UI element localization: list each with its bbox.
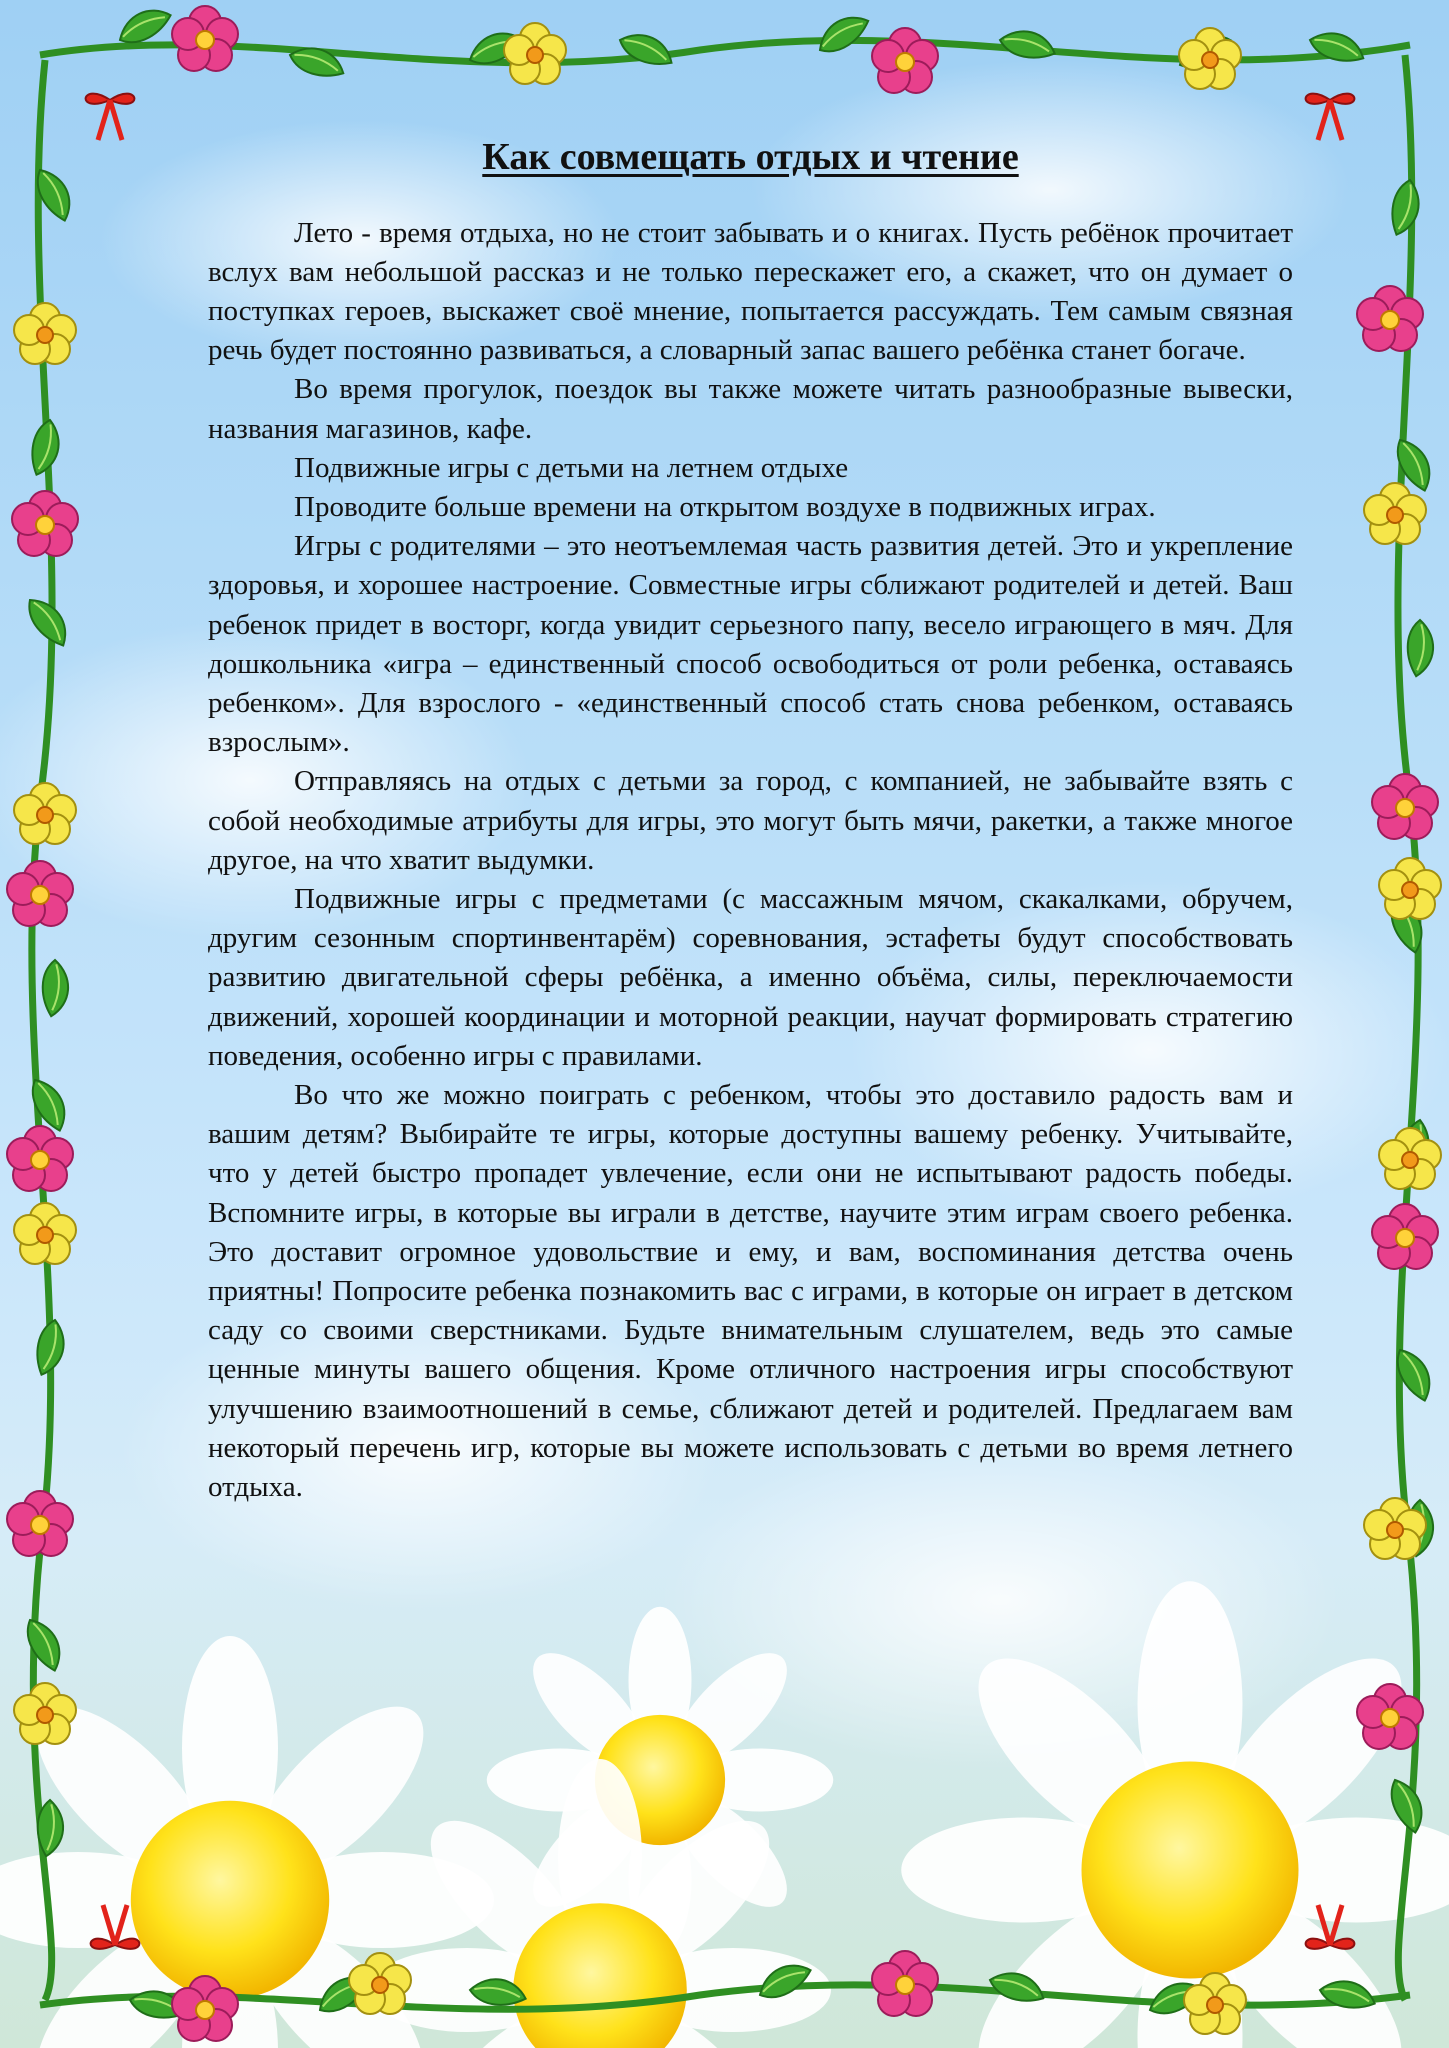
paragraph: Лето - время отдыха, но не стоит забывать и о книгах. Пусть ребёнок прочитает вслух вам небольшой рассказ и не только перескажет его, а скажет, что он думает о поступках героев, выскажет своё мнение, попытается рассуждать. Тем самым связная речь будет постоянно развиваться, а словарный запас вашего ребёнка станет богаче. xyxy=(208,216,1293,367)
paragraph: Проводите больше времени на открытом воздухе в подвижных играх. xyxy=(294,490,1156,523)
paragraph: Отправляясь на отдых с детьми за город, с компанией, не забывайте взять с собой необходимые атрибуты для игры, это могут быть мячи, ракетки, а также многое другое, на что хватит выдумки. xyxy=(208,765,1293,876)
paragraph: Во время прогулок, поездок вы также можете читать разнообразные вывески, названия магазинов, кафе. xyxy=(208,373,1293,445)
paragraph: Во что же можно поиграть с ребенком, чтобы это доставило радость вам и вашим детям? Выбирайте те игры, которые доступны вашему ребенку. Учитывайте, что у детей быстро пропадет увлечение, если они не испытывают радость победы. Вспомните игры, в которые вы играли в детстве, научите этим играм своего ребенка. Это доставит огромное удовольствие и ему, и вам, воспоминания детства очень приятны! Попросите ребенка познакомить вас с играми, в которые он играет в детском саду со своими сверстниками. Будьте внимательным слушателем, ведь это самые ценные минуты вашего общения. Кроме отличного настроения игры способствуют улучшению взаимоотношений в семье, сближают детей и родителей. Предлагаем вам некоторый перечень игр, которые вы можете использовать с детьми во время летнего отдыха. xyxy=(208,1078,1293,1503)
article-title: Как совмещать отдых и чтение xyxy=(482,136,1019,178)
paragraph: Игры с родителями – это неотъемлемая часть развития детей. Это и укрепление здоровья, и хорошее настроение. Совместные игры сближают родителей и детей. Ваш ребенок придет в восторг, когда увидит серьезного папу, весело играющего в мяч. Для дошкольника «игра – единственный способ освободиться от роли ребенка, оставаясь ребенком». Для взрослого - «единственный способ стать снова ребенком, оставаясь взрослым». xyxy=(208,530,1293,759)
paragraph: Подвижные игры с предметами (с массажным мячом, скакалками, обручем, другим сезонным спортинвентарём) соревнования, эстафеты будут способствовать развитию двигательной сферы ребёнка, а именно объёма, силы, переключаемости движений, хорошей координации и моторной реакции, научат формировать стратегию поведения, особенно игры с правилами. xyxy=(208,882,1293,1072)
article xyxy=(208,134,1293,1507)
paragraph: Подвижные игры с детьми на летнем отдыхе xyxy=(294,451,849,484)
